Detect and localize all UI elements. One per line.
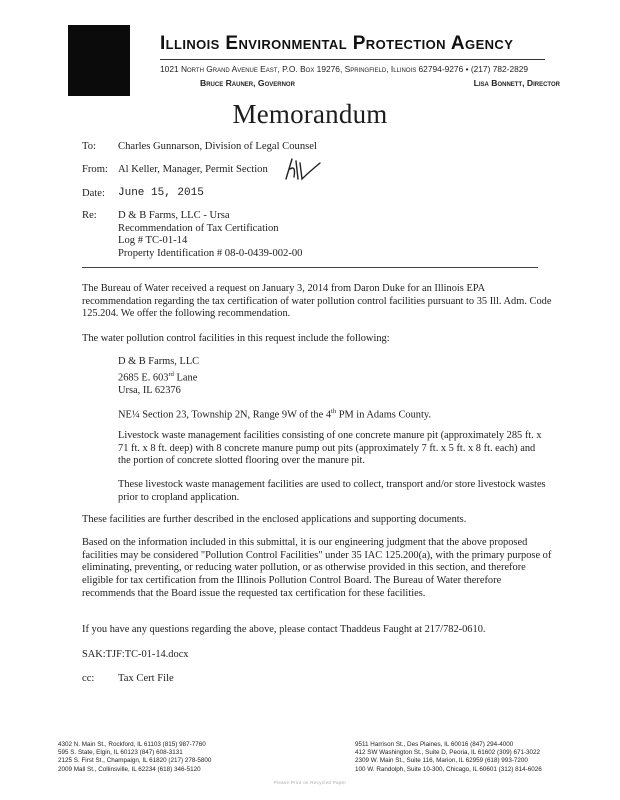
agency-officials	[200, 78, 560, 88]
reference-initials: SAK:TJF:TC-01-14.docx	[82, 649, 189, 660]
recycled-paper-note: Please Print on Recycled Paper	[273, 780, 347, 785]
footer-office: 4302 N. Main St., Rockford, IL 61103 (815) 987-7760	[58, 741, 206, 748]
from-value: Al Keller, Manager, Permit Section	[118, 164, 268, 175]
address-line: D & B Farms, LLC	[118, 356, 200, 367]
signature-initials	[282, 153, 322, 185]
paragraph-facility-description: Livestock waste management facilities consisting of one concrete manure pit (approximately 285 ft. x 71 ft. x 8 ft. deep) with 8 concrete manure pump out pits (approximately 7 ft. x 5 ft. x 8 ft. each) and the portion of concrete slotted flooring over the manure pit.	[118, 430, 542, 467]
governor-name: Bruce Rauner, Governor	[200, 78, 295, 88]
cc-label: cc:	[82, 673, 95, 684]
from-label: From:	[82, 164, 108, 175]
address-line: Ursa, IL 62376	[118, 384, 181, 396]
facility-address	[118, 356, 199, 398]
footer-offices-right	[355, 741, 542, 774]
director-name: Lisa Bonnett, Director	[473, 78, 560, 88]
paragraph-supporting-docs: These facilities are further described in the enclosed applications and supporting documents.	[82, 514, 467, 525]
footer-office: 412 SW Washington St., Suite D, Peoria, IL 61602 (309) 671-3022	[355, 749, 541, 757]
footer-offices-left	[58, 741, 211, 774]
address-line: 2685 E. 603rd Lane	[118, 370, 198, 384]
paragraph-facilities-intro: The water pollution control facilities in this request include the following:	[82, 333, 390, 344]
footer-office: 595 S. State, Elgin, IL 60123 (847) 608-3131	[58, 749, 183, 757]
re-block	[118, 210, 302, 260]
date-value: June 15, 2015	[118, 187, 204, 199]
cc-value: Tax Cert File	[118, 673, 174, 684]
footer-office: 2309 W. Main St., Suite 116, Marion, IL 62959 (618) 993-7200	[355, 757, 528, 765]
agency-name: Illinois Environmental Protection Agency	[160, 33, 514, 54]
to-label: To:	[82, 141, 96, 152]
agency-logo	[68, 25, 130, 96]
letterhead-rule	[160, 59, 545, 60]
footer-office: 2009 Mall St., Collinsville, IL 62234 (618) 346-5120	[58, 765, 201, 773]
paragraph-recommendation: Based on the information included in this submittal, it is our engineering judgment that the above proposed facilities may be considered "Pollution Control Facilities" under 35 IAC 125.200(a), with the primary purpose of eliminating, preventing, or reducing water pollution, or as otherwise provided in this section, and therefore eligible for tax certification from the Illinois Pollution Control Board. The Bureau of Water therefore recommends that the Board issue the requested tax certification for these facilities.	[82, 537, 552, 599]
agency-address: 1021 North Grand Avenue East, P.O. Box 19276, Springfield, Illinois 62794-9276 • (217) 782-2829	[160, 64, 529, 74]
footer-office: 2125 S. First St., Champaign, IL 61820 (217) 278-5800	[58, 757, 212, 765]
header-divider	[82, 267, 538, 268]
re-line: Recommendation of Tax Certification	[118, 222, 279, 234]
paragraph-request: The Bureau of Water received a request on January 3, 2014 from Daron Duke for an Illinois EPA recommendation regarding the tax certification of water pollution control facilities pursuant to 35 Ill. Adm. Code 125.204. We offer the following recommendation.	[82, 283, 552, 320]
footer-office: 9511 Harrison St., Des Plaines, IL 60016 (847) 294-4000	[355, 741, 514, 748]
footer-office: 100 W. Randolph, Suite 10-300, Chicago, IL 60601 (312) 814-6026	[355, 765, 542, 773]
to-value: Charles Gunnarson, Division of Legal Counsel	[118, 141, 317, 152]
facility-location: NE¼ Section 23, Township 2N, Range 9W of the 4th PM in Adams County.	[118, 408, 431, 421]
date-label: Date:	[82, 188, 105, 199]
memo-title: Memorandum	[232, 99, 388, 129]
re-line: Log # TC-01-14	[118, 235, 188, 247]
re-line: D & B Farms, LLC - Ursa	[118, 210, 230, 221]
paragraph-facility-use: These livestock waste management facilities are used to collect, transport and/or store livestock wastes prior to cropland application.	[118, 479, 546, 503]
paragraph-contact: If you have any questions regarding the above, please contact Thaddeus Faught at 217/782-0610.	[82, 624, 486, 635]
re-label: Re:	[82, 210, 97, 221]
re-line: Property Identification # 08-0-0439-002-00	[118, 247, 303, 259]
